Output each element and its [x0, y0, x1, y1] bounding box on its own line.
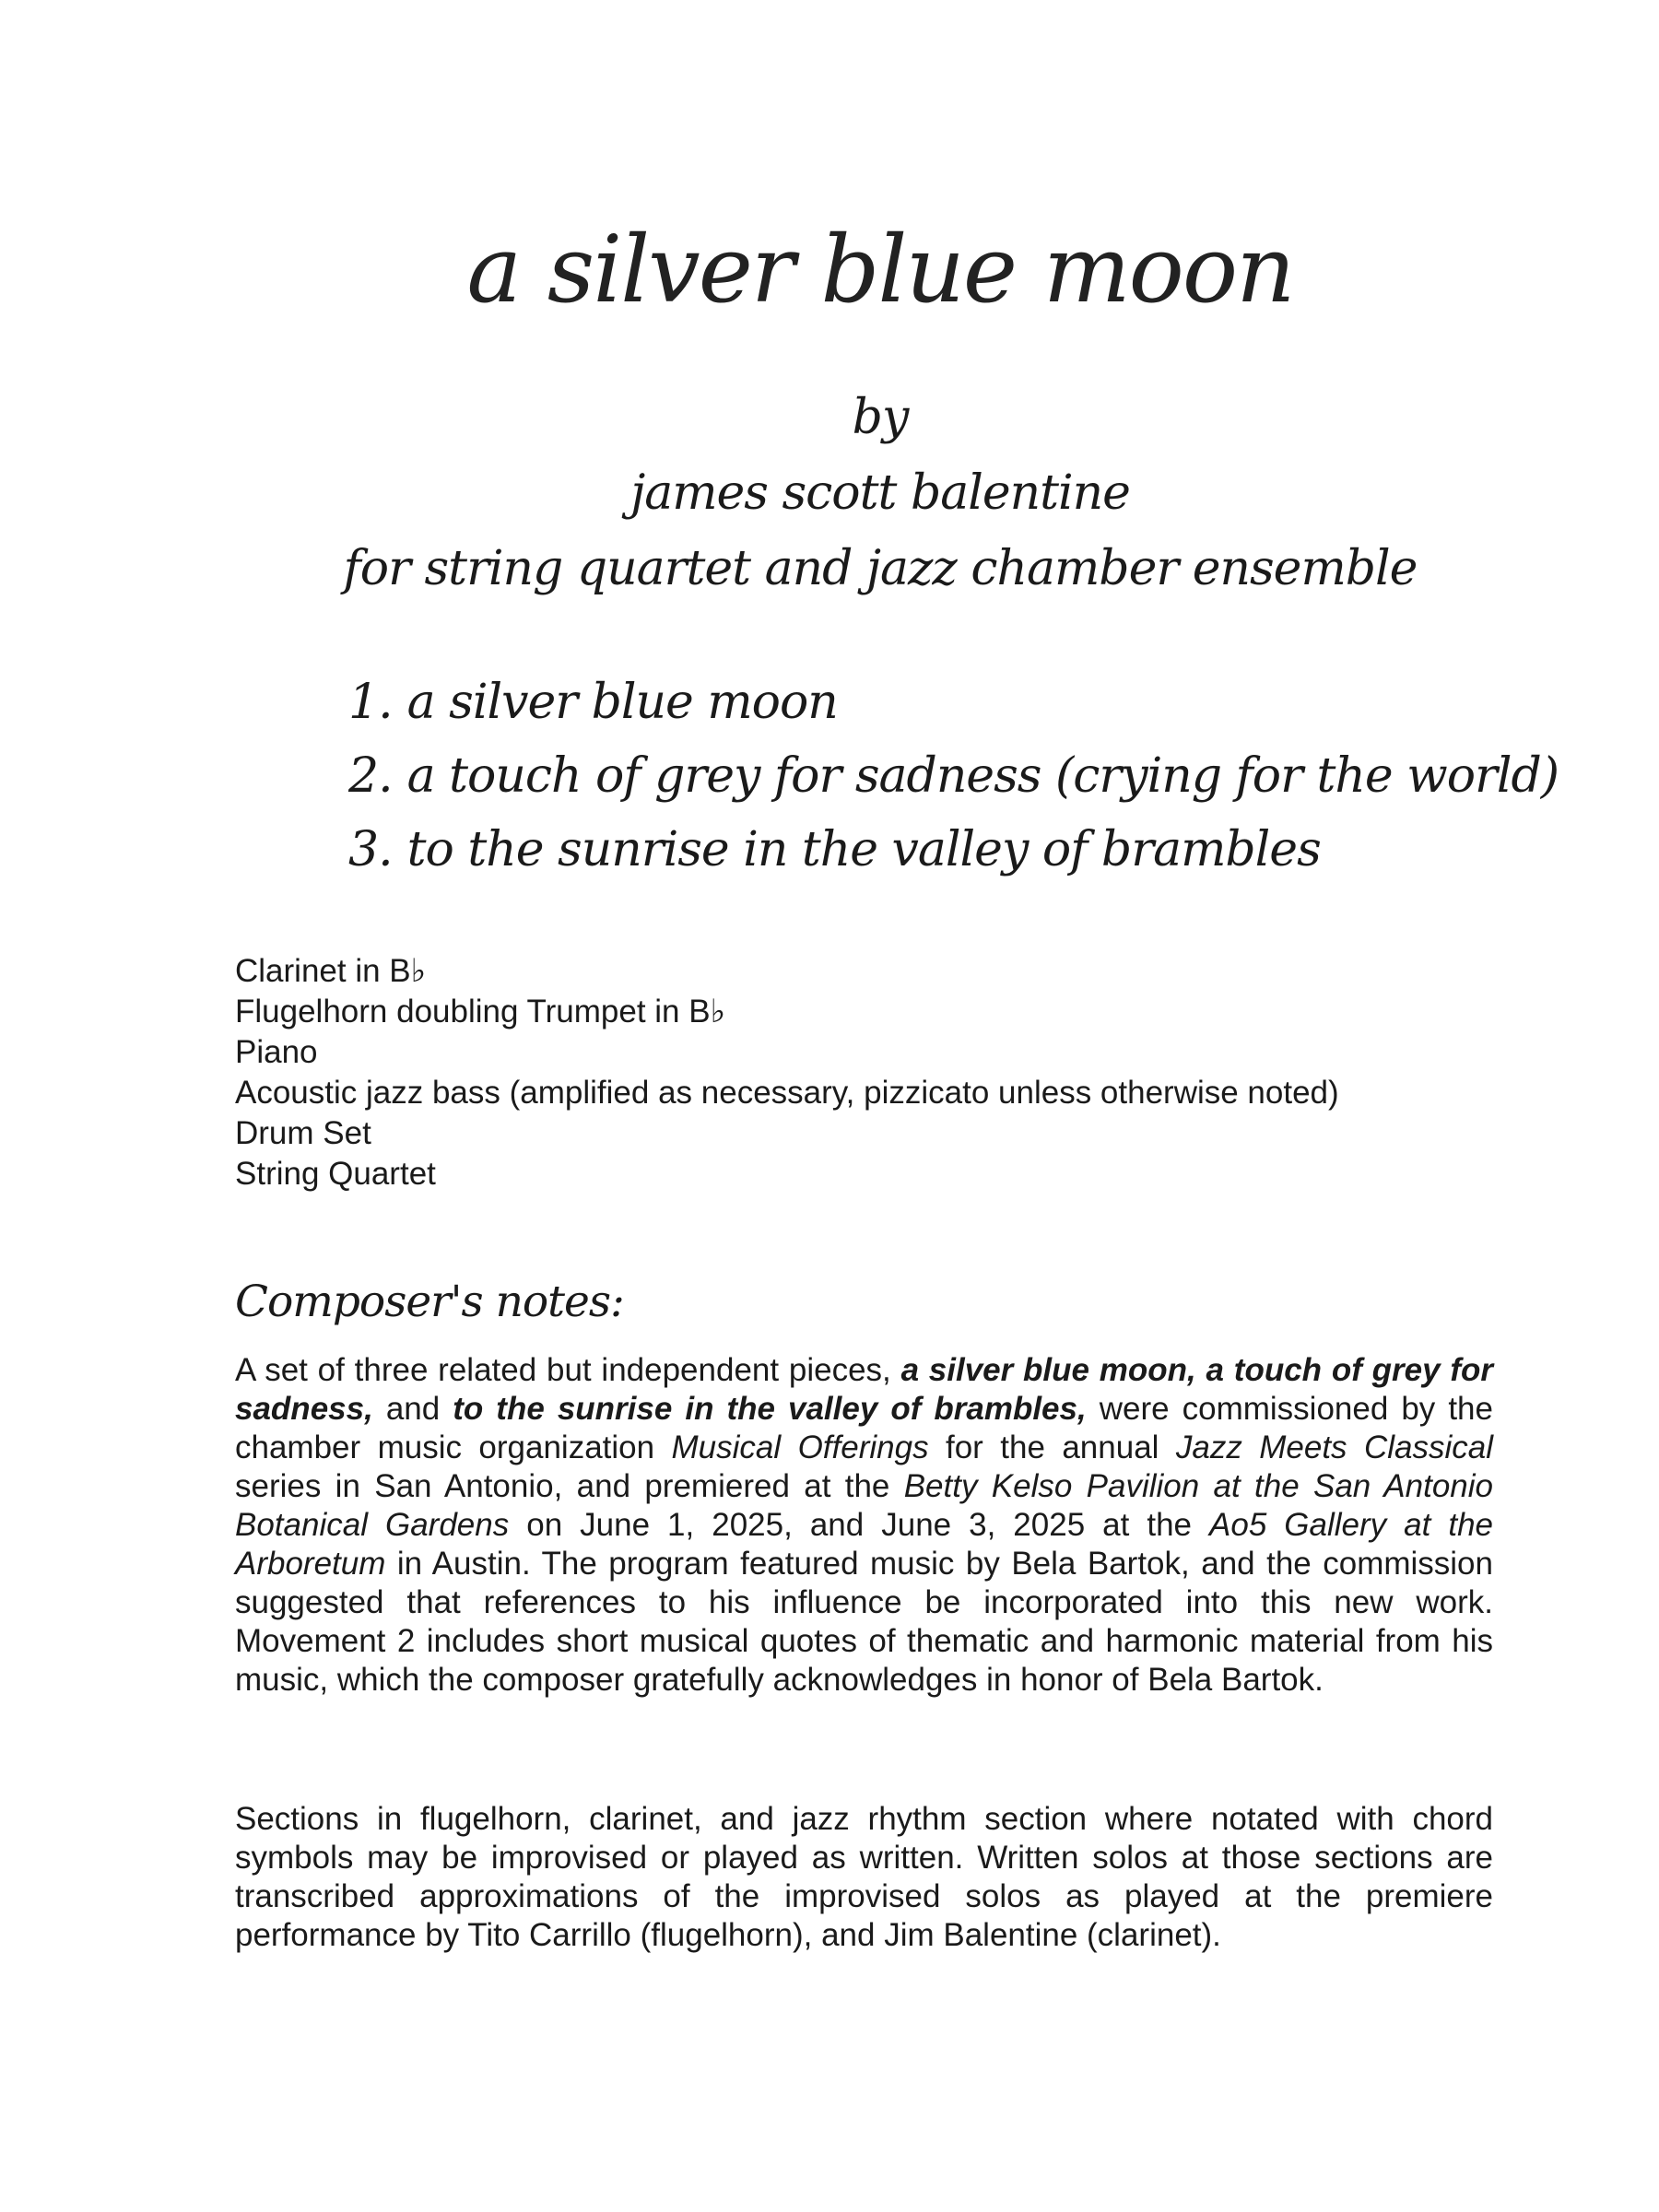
instrument-item: Drum Set [235, 1115, 371, 1151]
instrument-item: Flugelhorn doubling Trumpet in B♭ [235, 994, 726, 1030]
piece-title: a silver blue moon [466, 216, 1294, 324]
movement-title: a touch of grey for sadness (crying for the world) [406, 748, 1559, 804]
byline: by [852, 390, 909, 445]
movement-title: a silver blue moon [406, 675, 838, 730]
composer-notes-paragraph-2: Sections in flugelhorn, clarinet, and jazz rhythm section where notated with chord symbols may be improvised or played as written. Written solos at those sections are transcribed approximations of the improvised solos as played at the premiere performance by Tito Carrillo (flugelhorn), and Jim Balentine (clarinet). [235, 1801, 1493, 1953]
composer-notes-paragraph-1: A set of three related but independent pieces, a silver blue moon, a touch of grey for sadness, and to the sunrise in the valley of brambles, were commissioned by the chamber music organization Musical Offerings for the annual Jazz Meets Classical series in San Antonio, and premiered at the Betty Kelso Pavilion at the San Antonio Botanical Gardens on June 1, 2025, and June 3, 2025 at the Ao5 Gallery at the Arboretum in Austin. The program featured music by Bela Bartok, and the commission suggested that references to his influence be incorporated into this new work. Movement 2 includes short musical quotes of thematic and harmonic material from his music, which the composer gratefully acknowledges in honor of Bela Bartok. [235, 1352, 1494, 1698]
title-credits [0, 380, 1659, 606]
composer-notes-heading: Composer's notes: [235, 1277, 624, 1327]
movement-title: to the sunrise in the valley of brambles [406, 822, 1321, 877]
movement-number: 3. [348, 822, 393, 877]
movement-item [348, 739, 1559, 813]
instrument-item: Piano [235, 1034, 318, 1070]
instrument-item: String Quartet [235, 1156, 436, 1192]
composer-name: james scott balentine [630, 465, 1130, 521]
movement-list [348, 665, 1559, 887]
ensemble-subtitle: for string quartet and jazz chamber ensemble [343, 541, 1418, 596]
instrumentation-list [235, 951, 1339, 1194]
movement-item [348, 813, 1559, 887]
instrument-item: Clarinet in B♭ [235, 953, 427, 989]
movement-number: 2. [348, 748, 393, 804]
movement-number: 1. [348, 675, 393, 730]
movement-item [348, 665, 1559, 739]
instrument-item: Acoustic jazz bass (amplified as necessary, pizzicato unless otherwise noted) [235, 1075, 1339, 1111]
